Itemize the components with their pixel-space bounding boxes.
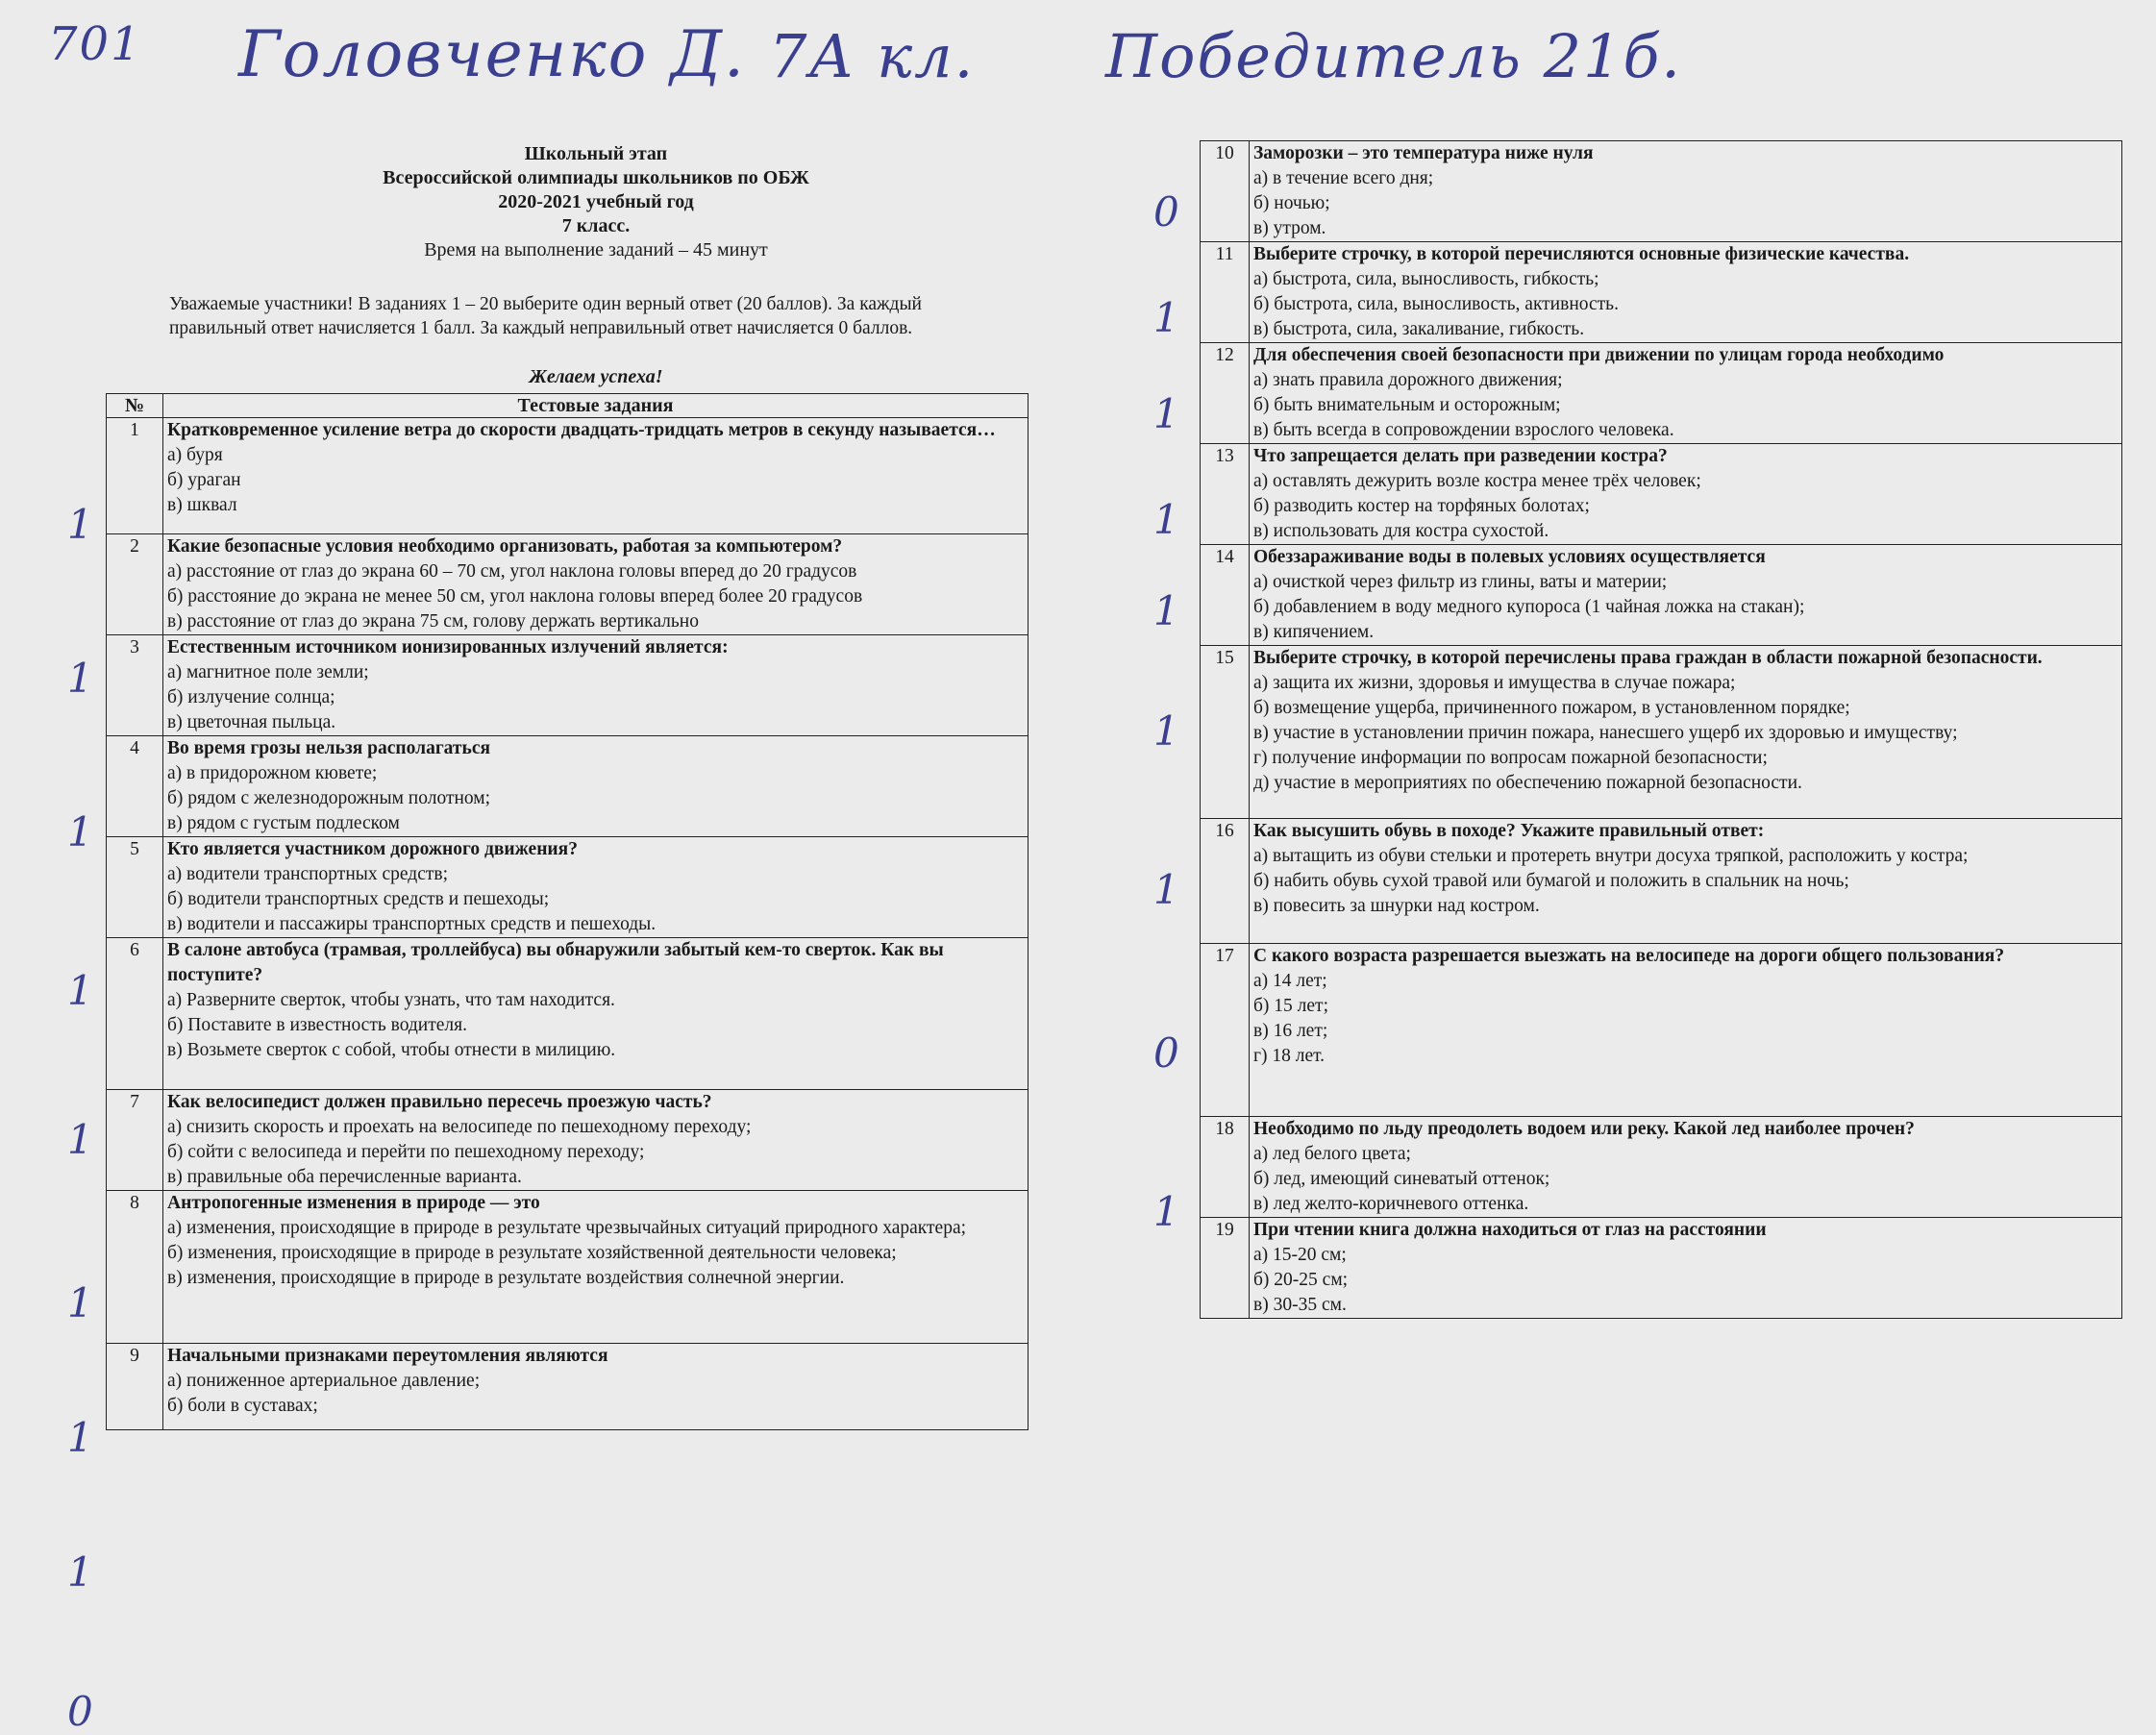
header-stage: Школьный этап — [524, 143, 668, 164]
score-mark: 1 — [1153, 866, 1179, 913]
score-mark: 0 — [1153, 1029, 1179, 1077]
question-row — [1201, 1218, 2122, 1319]
question-cell — [163, 1090, 1028, 1191]
answer-option: а) водители транспортных средств; — [167, 864, 449, 884]
answer-option: в) водители и пассажиры транспортных средств и пешеходы. — [167, 914, 657, 934]
answer-option: а) Разверните сверток, чтобы узнать, что там находится. — [167, 990, 615, 1010]
question-text: Обеззараживание воды в полевых условиях осуществляется — [1253, 547, 1766, 567]
question-number: 5 — [107, 837, 163, 938]
question-row — [1201, 242, 2122, 343]
question-cell — [1250, 1218, 2122, 1319]
answer-option: а) знать правила дорожного движения; — [1253, 370, 1563, 390]
question-cell — [163, 938, 1028, 1090]
answer-option: б) 15 лет; — [1253, 996, 1328, 1016]
answer-option: в) правильные оба перечисленные варианта. — [167, 1167, 522, 1187]
question-text: Начальными признаками переутомления являются — [167, 1346, 608, 1366]
answer-option: б) ночью; — [1253, 193, 1330, 213]
answer-option: а) оставлять дежурить возле костра менее трёх человек; — [1253, 471, 1701, 491]
question-cell — [163, 635, 1028, 736]
question-cell — [163, 534, 1028, 635]
score-mark: 1 — [1153, 707, 1179, 755]
answer-option: в) изменения, происходящие в природе в результате воздействия солнечной энергии. — [167, 1268, 845, 1288]
question-row — [1201, 343, 2122, 444]
answer-option: б) боли в суставах; — [167, 1396, 318, 1416]
header-grade: 7 класс. — [561, 215, 631, 236]
answer-option: а) лед белого цвета; — [1253, 1144, 1411, 1164]
question-text: Во время грозы нельзя располагаться — [167, 738, 491, 758]
answer-option: г) 18 лет. — [1253, 1046, 1326, 1066]
answer-option: б) быть внимательным и осторожным; — [1253, 395, 1561, 415]
question-text: Как высушить обувь в походе? Укажите правильный ответ: — [1253, 821, 1765, 841]
answer-option: в) быть всегда в сопровождении взрослого человека. — [1253, 420, 1674, 440]
answer-option: в) участие в установлении причин пожара, нанесшего ущерб их здоровью и имуществу; — [1253, 723, 1958, 743]
score-mark: 0 — [67, 1688, 93, 1735]
answer-option: б) Поставите в известность водителя. — [167, 1015, 467, 1035]
answer-option: а) снизить скорость и проехать на велосипеде по пешеходному переходу; — [167, 1117, 752, 1137]
student-name: Головченко Д. — [238, 17, 746, 91]
question-cell — [1250, 1117, 2122, 1218]
score-mark: 1 — [67, 808, 93, 855]
answer-option: б) изменения, происходящие в природе в результате хозяйственной деятельности человека; — [167, 1243, 897, 1263]
question-number: 9 — [107, 1344, 163, 1430]
document-header — [135, 142, 1057, 262]
question-text: Какие безопасные условия необходимо организовать, работая за компьютером? — [167, 536, 843, 557]
header-year: 2020-2021 учебный год — [498, 191, 694, 212]
instructions: Уважаемые участники! В заданиях 1 – 20 выберите один верный ответ (20 баллов). За каждый правильный ответ начисляется 1 балл. За каждый неправильный ответ начисляется 0 баллов. — [169, 294, 922, 338]
question-number: 18 — [1201, 1117, 1250, 1218]
question-text: Что запрещается делать при разведении костра? — [1253, 446, 1668, 466]
result-note: Победитель 21б. — [1105, 21, 1683, 91]
question-text: Для обеспечения своей безопасности при движении по улицам города необходимо — [1253, 345, 1945, 365]
answer-option: б) 20-25 см; — [1253, 1270, 1349, 1290]
answer-option: а) изменения, происходящие в природе в результате чрезвычайных ситуаций природного характера; — [167, 1218, 967, 1238]
question-row — [1201, 141, 2122, 242]
score-mark: 1 — [67, 1116, 93, 1163]
question-row — [1201, 444, 2122, 545]
answer-option: в) 30-35 см. — [1253, 1295, 1347, 1315]
question-text: Выберите строчку, в которой перечисляются основные физические качества. — [1253, 244, 1910, 264]
question-row — [107, 837, 1028, 938]
question-row — [1201, 819, 2122, 944]
question-row — [107, 534, 1028, 635]
score-mark: 1 — [67, 1279, 93, 1326]
question-cell — [1250, 343, 2122, 444]
question-cell — [163, 1191, 1028, 1344]
score-mark: 1 — [1153, 294, 1179, 341]
question-row — [107, 418, 1028, 534]
question-text: Заморозки – это температура ниже нуля — [1253, 143, 1594, 163]
question-number: 8 — [107, 1191, 163, 1344]
score-mark: 1 — [1153, 496, 1179, 543]
column-number-header: № — [107, 394, 163, 418]
question-number: 19 — [1201, 1218, 1250, 1319]
answer-option: б) расстояние до экрана не менее 50 см, угол наклона головы вперед более 20 градусов — [167, 586, 863, 607]
question-number: 11 — [1201, 242, 1250, 343]
answer-option: а) в течение всего дня; — [1253, 168, 1434, 188]
question-number: 12 — [1201, 343, 1250, 444]
answer-option: а) защита их жизни, здоровья и имущества в случае пожара; — [1253, 673, 1736, 693]
question-number: 15 — [1201, 646, 1250, 819]
answer-option: в) кипячением. — [1253, 622, 1375, 642]
question-number: 16 — [1201, 819, 1250, 944]
answer-option: а) вытащить из обуви стельки и протереть внутри досуха тряпкой, расположить у костра; — [1253, 846, 1969, 866]
answer-option: в) цветочная пыльца. — [167, 712, 336, 732]
questions-table-left — [106, 393, 1028, 1430]
question-cell — [1250, 444, 2122, 545]
question-number: 4 — [107, 736, 163, 837]
question-row — [1201, 545, 2122, 646]
answer-option: а) расстояние от глаз до экрана 60 – 70 см, угол наклона головы вперед до 20 градусов — [167, 561, 857, 582]
question-text: Как велосипедист должен правильно пересечь проезжую часть? — [167, 1092, 712, 1112]
header-olympiad: Всероссийской олимпиады школьников по ОБЖ — [383, 167, 809, 188]
question-number: 14 — [1201, 545, 1250, 646]
score-mark: 1 — [67, 1414, 93, 1461]
question-cell — [1250, 646, 2122, 819]
answer-option: в) рядом с густым подлеском — [167, 813, 400, 833]
answer-option: а) магнитное поле земли; — [167, 662, 369, 682]
question-cell — [1250, 545, 2122, 646]
question-row — [107, 635, 1028, 736]
student-class: 7А кл. — [769, 21, 976, 91]
question-number: 1 — [107, 418, 163, 534]
question-text: Выберите строчку, в которой перечислены права граждан в области пожарной безопасности. — [1253, 648, 2043, 668]
question-cell — [163, 837, 1028, 938]
answer-option: в) расстояние от глаз до экрана 75 см, голову держать вертикально — [167, 611, 699, 632]
question-text: С какого возраста разрешается выезжать на велосипеде на дороги общего пользования? — [1253, 946, 2005, 966]
question-cell — [1250, 944, 2122, 1117]
question-number: 6 — [107, 938, 163, 1090]
sheet-number: 701 — [48, 17, 142, 71]
column-title-header: Тестовые задания — [163, 394, 1028, 418]
question-number: 7 — [107, 1090, 163, 1191]
question-cell — [163, 736, 1028, 837]
question-row — [107, 1090, 1028, 1191]
question-text: При чтении книга должна находиться от глаз на расстоянии — [1253, 1220, 1767, 1240]
answer-option: а) буря — [167, 445, 223, 465]
question-number: 2 — [107, 534, 163, 635]
answer-option: г) получение информации по вопросам пожарной безопасности; — [1253, 748, 1768, 768]
question-row — [1201, 646, 2122, 819]
question-row — [107, 938, 1028, 1090]
answer-option: б) излучение солнца; — [167, 687, 335, 707]
question-text: Кто является участником дорожного движения? — [167, 839, 578, 859]
answer-option: б) набить обувь сухой травой или бумагой и положить в спальник на ночь; — [1253, 871, 1849, 891]
question-number: 13 — [1201, 444, 1250, 545]
answer-option: в) шквал — [167, 495, 237, 515]
question-row — [107, 736, 1028, 837]
question-text: Антропогенные изменения в природе — это — [167, 1193, 540, 1213]
question-number: 3 — [107, 635, 163, 736]
answer-option: в) использовать для костра сухостой. — [1253, 521, 1549, 541]
score-mark: 1 — [1153, 390, 1179, 437]
question-text: Естественным источником ионизированных излучений является: — [167, 637, 729, 657]
answer-option: а) 15-20 см; — [1253, 1245, 1347, 1265]
question-text: В салоне автобуса (трамвая, троллейбуса) вы обнаружили забытый кем-то сверток. Как вы поступите? — [167, 940, 944, 985]
answer-option: в) повесить за шнурки над костром. — [1253, 896, 1540, 916]
questions-table-right — [1200, 140, 2122, 1319]
answer-option: в) утром. — [1253, 218, 1326, 238]
good-luck-note: Желаем успеха! — [529, 366, 663, 387]
question-cell — [163, 418, 1028, 534]
score-mark: 1 — [1153, 587, 1179, 634]
question-row — [1201, 1117, 2122, 1218]
answer-option: б) сойти с велосипеда и перейти по пешеходному переходу; — [167, 1142, 645, 1162]
answer-option: д) участие в мероприятиях по обеспечению пожарной безопасности. — [1253, 773, 1802, 793]
table-header-row — [107, 394, 1028, 418]
question-number: 17 — [1201, 944, 1250, 1117]
question-cell — [1250, 141, 2122, 242]
answer-option: в) 16 лет; — [1253, 1021, 1328, 1041]
answer-option: в) лед желто-коричневого оттенка. — [1253, 1194, 1529, 1214]
question-cell — [163, 1344, 1028, 1430]
score-mark: 1 — [67, 501, 93, 548]
answer-option: а) в придорожном кювете; — [167, 763, 378, 783]
answer-option: в) Возьмете сверток с собой, чтобы отнести в милицию. — [167, 1040, 616, 1060]
answer-option: б) рядом с железнодорожным полотном; — [167, 788, 491, 808]
question-text: Кратковременное усиление ветра до скорости двадцать-тридцать метров в секунду называется… — [167, 420, 996, 440]
answer-option: б) ураган — [167, 470, 241, 490]
score-mark: 1 — [67, 967, 93, 1014]
question-row — [1201, 944, 2122, 1117]
question-cell — [1250, 819, 2122, 944]
answer-option: б) добавлением в воду медного купороса (1 чайная ложка на стакан); — [1253, 597, 1805, 617]
question-row — [107, 1191, 1028, 1344]
score-mark: 1 — [67, 655, 93, 702]
header-time-limit: Время на выполнение заданий – 45 минут — [424, 239, 768, 260]
answer-option: б) быстрота, сила, выносливость, активность. — [1253, 294, 1619, 314]
question-row — [107, 1344, 1028, 1430]
score-mark: 0 — [1153, 188, 1179, 235]
score-mark: 1 — [1153, 1188, 1179, 1235]
answer-option: б) водители транспортных средств и пешеходы; — [167, 889, 550, 909]
answer-option: а) пониженное артериальное давление; — [167, 1371, 481, 1391]
answer-option: б) лед, имеющий синеватый оттенок; — [1253, 1169, 1550, 1189]
score-mark: 1 — [67, 1549, 93, 1596]
question-text: Необходимо по льду преодолеть водоем или реку. Какой лед наиболее прочен? — [1253, 1119, 1915, 1139]
answer-option: а) 14 лет; — [1253, 971, 1327, 991]
answer-option: а) очисткой через фильтр из глины, ваты и материи; — [1253, 572, 1668, 592]
question-cell — [1250, 242, 2122, 343]
answer-option: б) возмещение ущерба, причиненного пожаром, в установленном порядке; — [1253, 698, 1850, 718]
answer-option: а) быстрота, сила, выносливость, гибкость; — [1253, 269, 1599, 289]
answer-option: б) разводить костер на торфяных болотах; — [1253, 496, 1590, 516]
answer-option: в) быстрота, сила, закаливание, гибкость. — [1253, 319, 1585, 339]
question-number: 10 — [1201, 141, 1250, 242]
